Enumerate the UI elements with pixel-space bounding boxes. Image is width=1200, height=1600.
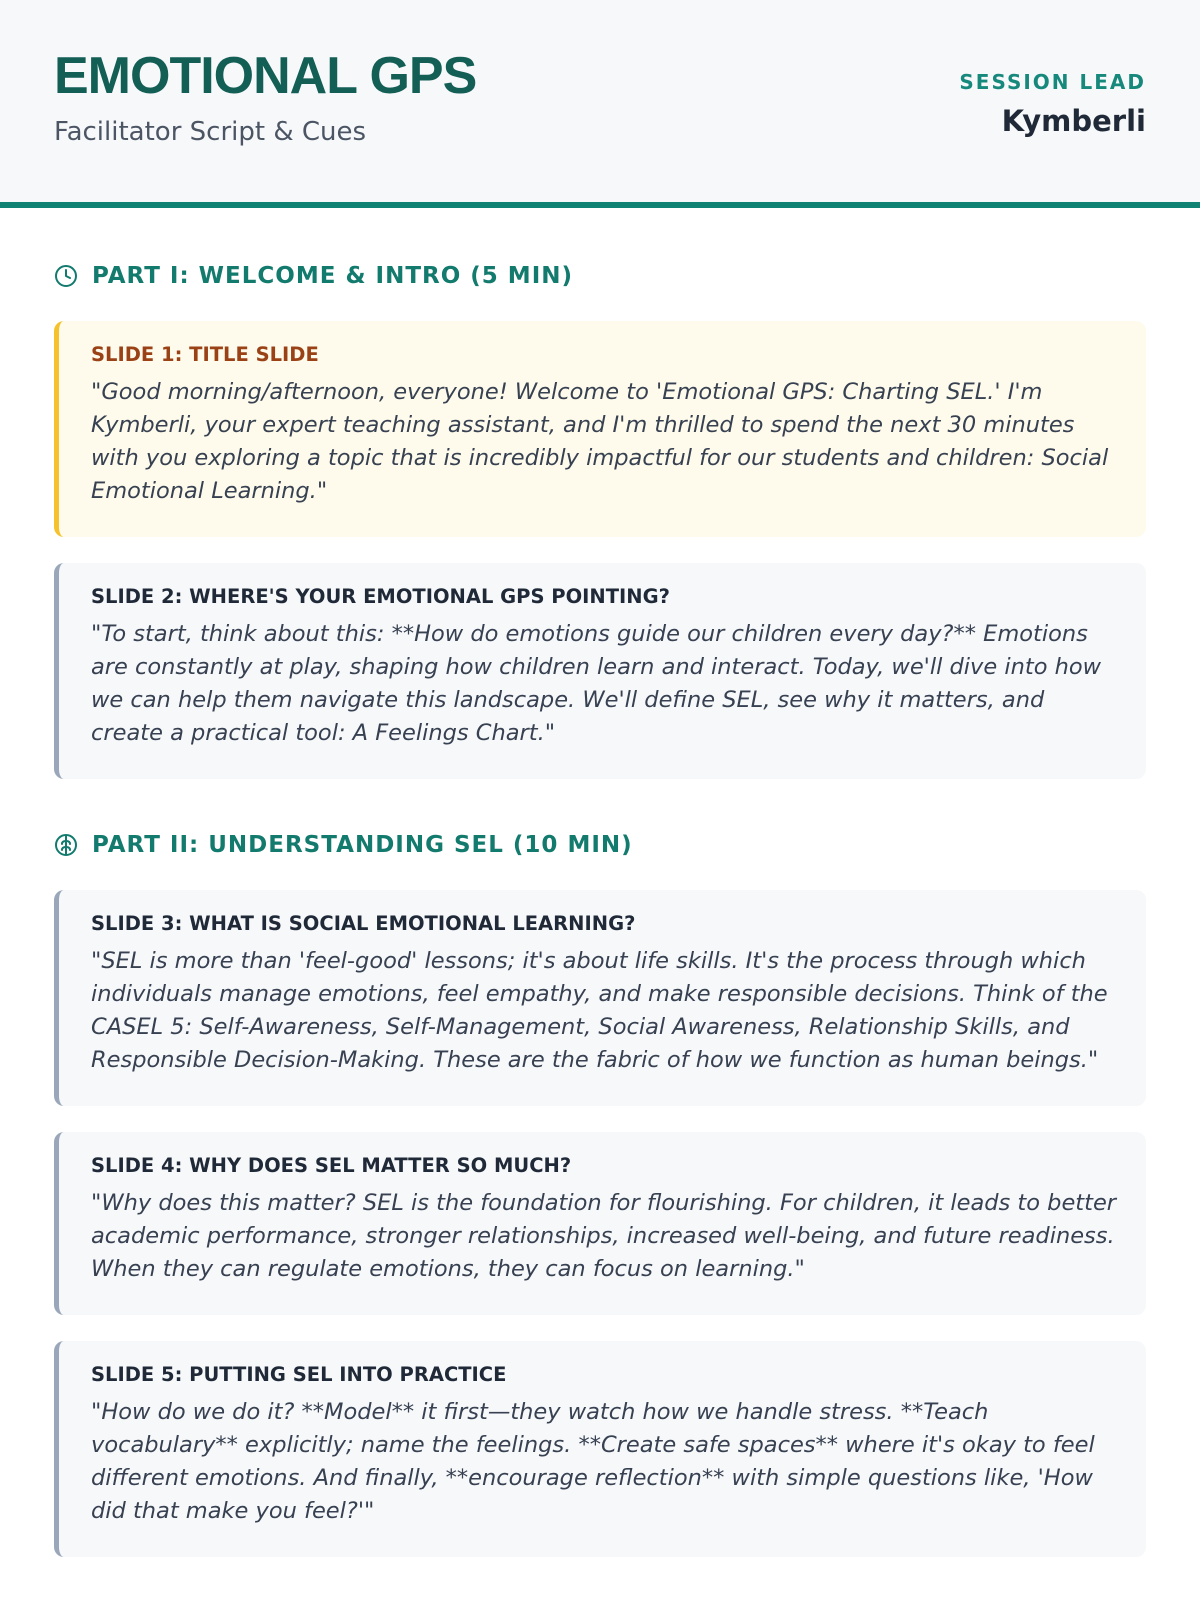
section-heading-text: PART II: UNDERSTANDING SEL (10 MIN): [92, 832, 633, 858]
slide-card-5: [54, 1341, 1146, 1557]
slide-title: SLIDE 2: WHERE'S YOUR EMOTIONAL GPS POINTING?: [91, 585, 670, 608]
slide-title: SLIDE 3: WHAT IS SOCIAL EMOTIONAL LEARNING?: [91, 912, 636, 935]
slide-script: "SEL is more than 'feel-good' lessons; it's about life skills. It's the process through which individuals manage emotions, feel empathy, and make responsible decisions. Think of the CASEL 5: Self-Awareness, Self-Management, Social Awareness, Relationship Skills, and Responsible Decision-Making. These are the fabric of how we function as human beings.": [91, 948, 1108, 1073]
slide-title: SLIDE 4: WHY DOES SEL MATTER SO MUCH?: [91, 1154, 572, 1177]
slide-script: "To start, think about this: **How do emotions guide our children every day?** Emotions are constantly at play, shaping how children learn and interact. Today, we'll dive into how we can help them navigate this landscape. We'll define SEL, see why it matters, and create a practical tool: A Feelings Chart.": [91, 621, 1102, 746]
slide-title: SLIDE 1: TITLE SLIDE: [91, 343, 319, 366]
slide-script: "Why does this matter? SEL is the foundation for flourishing. For children, it leads to better academic performance, stronger relationships, increased well-being, and future readiness. When they can regulate emotions, they can focus on learning.": [91, 1190, 1117, 1282]
clock-icon: [54, 264, 78, 288]
document-title: EMOTIONAL GPS: [54, 47, 477, 105]
slide-card-4: [54, 1132, 1146, 1315]
session-lead-name: Kymberli: [1001, 104, 1146, 138]
session-lead-label: SESSION LEAD: [959, 70, 1146, 94]
section-heading-text: PART I: WELCOME & INTRO (5 MIN): [92, 263, 574, 289]
brain-icon: [54, 833, 78, 857]
section-heading-part-1: [54, 263, 573, 289]
section-heading-part-2: [54, 832, 633, 858]
slide-title: SLIDE 5: PUTTING SEL INTO PRACTICE: [91, 1363, 507, 1386]
slide-script: "How do we do it? **Model** it first—they watch how we handle stress. **Teach vocabulary** explicitly; name the feelings. **Create safe spaces** where it's okay to feel different emotions. And finally, **encourage reflection** with simple questions like, 'How did that make you feel?'": [91, 1399, 1095, 1524]
slide-script: "Good morning/afternoon, everyone! Welcome to 'Emotional GPS: Charting SEL.' I'm Kymberli, your expert teaching assistant, and I'm thrilled to spend the next 30 minutes with you exploring a topic that is incredibly impactful for our students and children: Social Emotional Learning.": [91, 379, 1109, 504]
slide-card-3: [54, 890, 1146, 1106]
slide-card-1: [54, 321, 1146, 537]
slide-card-2: [54, 563, 1146, 779]
document-subtitle: Facilitator Script & Cues: [54, 117, 367, 147]
page-header: [0, 0, 1200, 208]
